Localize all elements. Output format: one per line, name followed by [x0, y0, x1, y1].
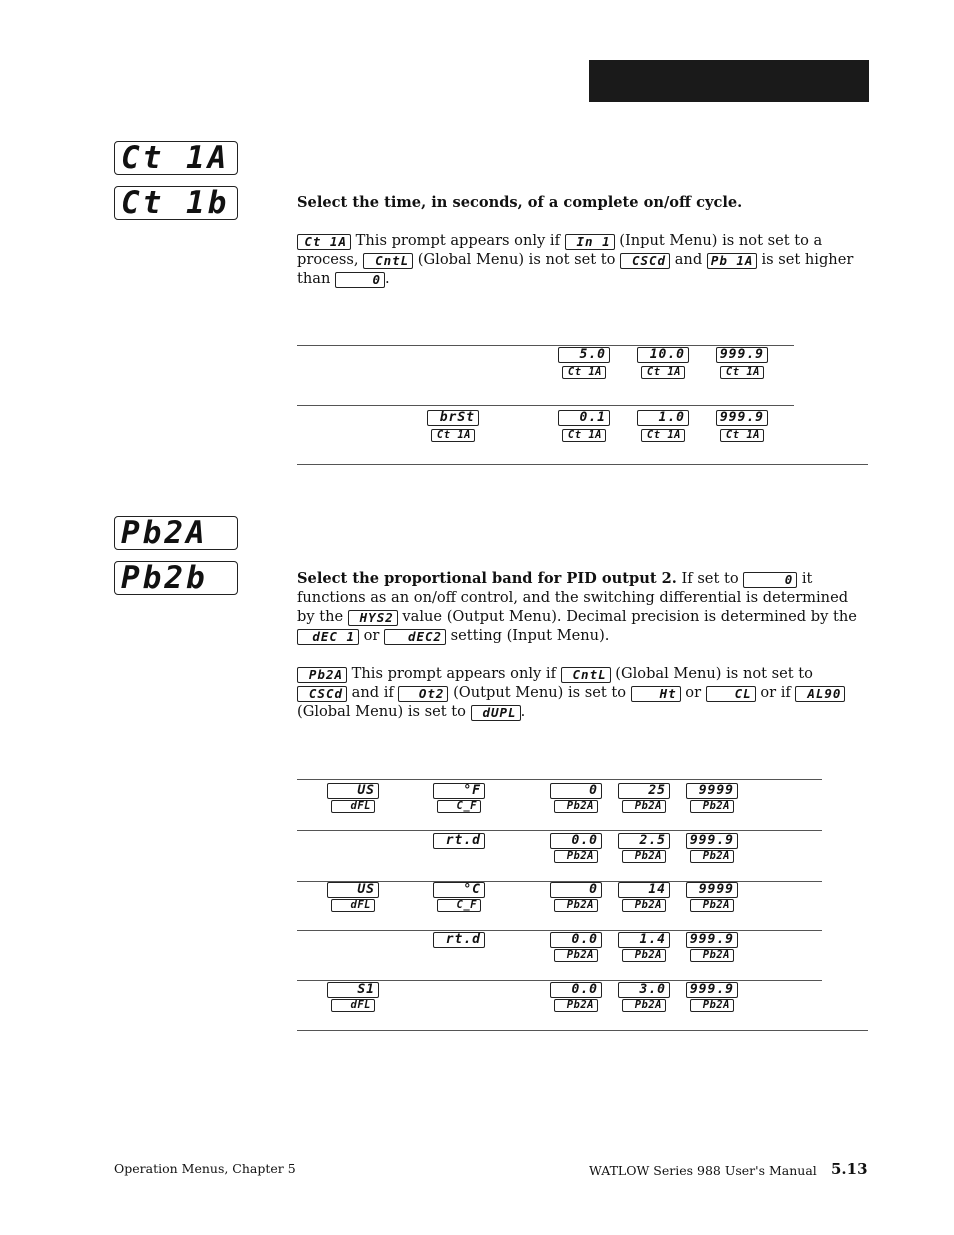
value-prompt-code: Pb2A: [622, 800, 666, 813]
value-code: 9999: [686, 783, 738, 799]
table1-rule-mid: [297, 405, 794, 406]
table2-rule-0: [297, 779, 822, 780]
value-code: 25: [618, 783, 670, 799]
code-ht: Ht: [631, 686, 681, 702]
section1-heading: Select the time, in seconds, of a complete on/off cycle.: [297, 194, 743, 211]
value-code: 1.4: [618, 932, 670, 948]
temperature-prompt-code: C_F: [437, 899, 481, 912]
value-prompt-code: Ct 1A: [641, 429, 685, 442]
temperature-code: °C: [433, 882, 485, 898]
prompt-display-ct1a: Ct 1A: [114, 141, 238, 175]
units-code: US: [327, 882, 379, 898]
value-prompt-code: Pb2A: [690, 850, 734, 863]
value-prompt-code: Ct 1A: [562, 366, 606, 379]
value-prompt-code: Pb2A: [554, 850, 598, 863]
value-code: 0.0: [550, 982, 602, 998]
footer-manual-title: WATLOW Series 988 User's Manual: [589, 1163, 817, 1178]
code-zero: 0: [743, 572, 797, 588]
value-code: 0: [550, 882, 602, 898]
value-prompt-code: Pb2A: [690, 800, 734, 813]
code-ct1a: Ct 1A: [297, 234, 351, 250]
value-code: 1.0: [637, 410, 689, 426]
value-code: 14: [618, 882, 670, 898]
value-code: 9999: [686, 882, 738, 898]
table2-rule-bottom: [297, 1030, 868, 1031]
table1-rule-top: [297, 345, 794, 346]
units-code: US: [327, 783, 379, 799]
value-prompt-code: Pb2A: [690, 999, 734, 1012]
section2-para2: Pb2A This prompt appears only if CntL (Global Menu) is not set to CSCd and if Ot2 (Output Menu) is set to Ht or CL or if AL90 (Global Menu) is set to dUPL .: [297, 664, 867, 721]
units-prompt-code: dFL: [331, 899, 375, 912]
value-code: 10.0: [637, 347, 689, 363]
units-code: S1: [327, 982, 379, 998]
code-cl: CL: [706, 686, 756, 702]
section2-heading: Select the proportional band for PID output 2.: [297, 570, 677, 587]
value-prompt-code: Ct 1A: [562, 429, 606, 442]
value-code: 2.5: [618, 833, 670, 849]
value-code: 3.0: [618, 982, 670, 998]
code-hys2: HYS2: [348, 610, 398, 626]
value-prompt-code: Pb2A: [554, 899, 598, 912]
value-code: 0: [550, 783, 602, 799]
code-cscd: CSCd: [620, 253, 670, 269]
table2-rule-4: [297, 980, 822, 981]
value-prompt-code: Ct 1A: [720, 429, 764, 442]
units-prompt-code: dFL: [331, 800, 375, 813]
value-code: 0.0: [550, 932, 602, 948]
value-code: 999.9: [686, 932, 738, 948]
condition-code: brSt: [427, 410, 479, 426]
value-code: 999.9: [716, 410, 768, 426]
value-prompt-code: Pb2A: [690, 899, 734, 912]
value-prompt-code: Pb2A: [690, 949, 734, 962]
temperature-code: rt.d: [433, 932, 485, 948]
code-in1: In 1: [565, 234, 615, 250]
condition-prompt-code: Ct 1A: [431, 429, 475, 442]
value-prompt-code: Pb2A: [622, 899, 666, 912]
units-prompt-code: dFL: [331, 999, 375, 1012]
value-prompt-code: Pb2A: [554, 999, 598, 1012]
value-prompt-code: Pb2A: [554, 800, 598, 813]
value-code: 999.9: [686, 982, 738, 998]
code-cntl: CntL: [561, 667, 611, 683]
code-dec1: dEC 1: [297, 629, 359, 645]
temperature-prompt-code: C_F: [437, 800, 481, 813]
value-code: 999.9: [686, 833, 738, 849]
value-prompt-code: Ct 1A: [720, 366, 764, 379]
footer-page-number: 5.13: [831, 1160, 868, 1178]
code-dupl: dUPL: [471, 705, 521, 721]
code-zero: 0: [335, 272, 385, 288]
value-prompt-code: Pb2A: [622, 999, 666, 1012]
value-prompt-code: Pb2A: [622, 949, 666, 962]
code-pb1a: Pb 1A: [707, 253, 757, 269]
table2-rule-3: [297, 930, 822, 931]
prompt-display-pb2a: Pb2A: [114, 516, 238, 550]
value-code: 0.1: [558, 410, 610, 426]
value-code: 999.9: [716, 347, 768, 363]
section2-para1: Select the proportional band for PID output 2. If set to 0 it functions as an on/off control, and the switching differential is determined by the HYS2 value (Output Menu). Decimal precision is determined by the dEC 1 or dEC2 setting (Input Menu).: [297, 570, 857, 644]
table1-rule-bottom: [297, 464, 868, 465]
temperature-code: °F: [433, 783, 485, 799]
value-code: 5.0: [558, 347, 610, 363]
footer-chapter: Operation Menus, Chapter 5: [114, 1161, 296, 1176]
code-cntl: CntL: [363, 253, 413, 269]
code-dec2: dEC2: [384, 629, 446, 645]
code-ot2: Ot2: [398, 686, 448, 702]
prompt-display-ct1b: Ct 1b: [114, 186, 238, 220]
value-prompt-code: Ct 1A: [641, 366, 685, 379]
section1-note: Ct 1A This prompt appears only if In 1 (Input Menu) is not set to a process, CntL (Global Menu) is not set to CSCd and Pb 1A is set higher than 0 .: [297, 232, 854, 287]
code-al90: AL90: [795, 686, 845, 702]
code-cscd: CSCd: [297, 686, 347, 702]
prompt-display-pb2b: Pb2b: [114, 561, 238, 595]
temperature-code: rt.d: [433, 833, 485, 849]
value-prompt-code: Pb2A: [622, 850, 666, 863]
header-bar: [589, 60, 869, 102]
table2-rule-1: [297, 830, 822, 831]
code-pb2a: Pb2A: [297, 667, 347, 683]
value-code: 0.0: [550, 833, 602, 849]
value-prompt-code: Pb2A: [554, 949, 598, 962]
